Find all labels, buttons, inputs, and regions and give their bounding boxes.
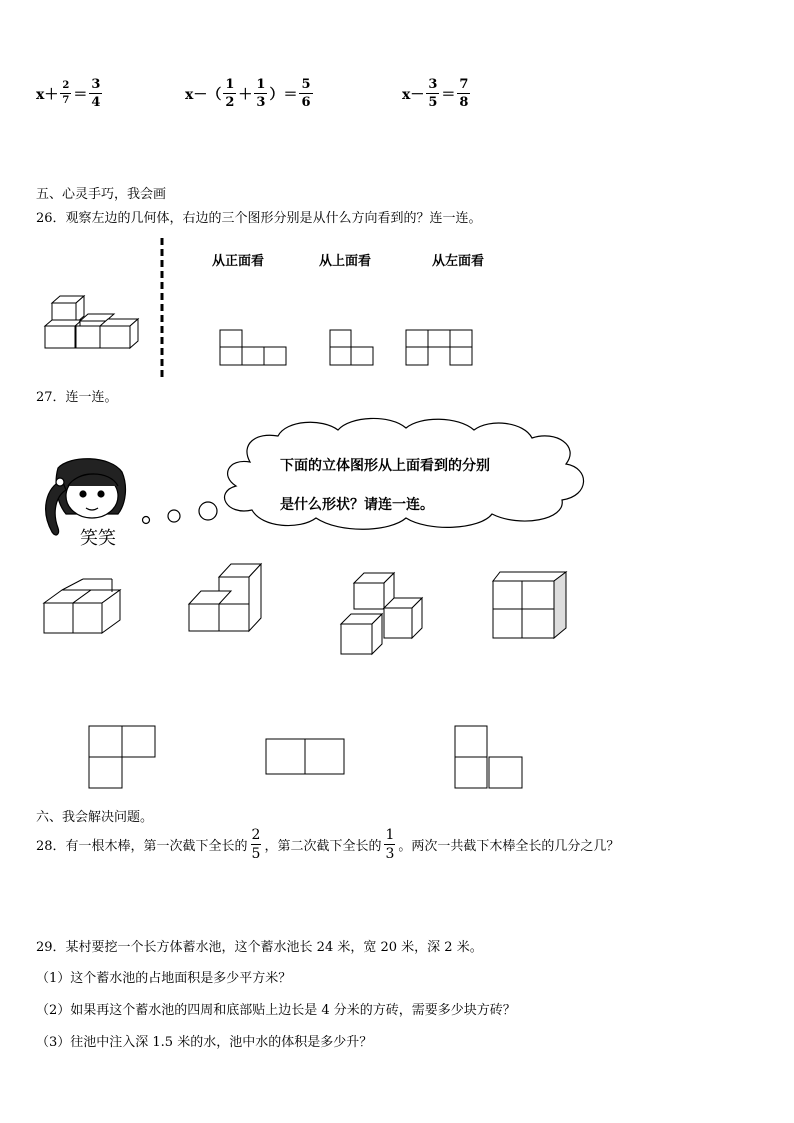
q26-view-front: [220, 330, 286, 365]
section5-title: 五、心灵手巧，我会画: [36, 187, 167, 202]
eq2-close: ）＝: [269, 86, 298, 103]
q29-text: 29．某村要挖一个长方体蓄水池，这个蓄水池长 24 米，宽 20 米，深 2 米。: [36, 940, 483, 955]
cloud-line-1: 下面的立体图形从上面看到的分别: [280, 458, 490, 474]
eq1-lhs: x＋: [36, 86, 59, 103]
q27-view-1: [89, 726, 155, 788]
q27-solid-2: [189, 564, 261, 631]
section6-title: 六、我会解决问题。: [36, 810, 154, 825]
eq2-fraction-c: $\frac{5}{6}$: [301, 77, 311, 110]
cloud-line-2: 是什么形状？请连一连。: [280, 497, 434, 513]
q29-sub-2: （2）如果再这个蓄水池的四周和底部贴上边长是 4 分米的方砖，需要多少块方砖？: [36, 1003, 516, 1018]
eq3-equals: ＝: [441, 86, 456, 103]
q28-part-2: ，第二次截下全长的: [264, 839, 382, 854]
q27-view-3: [455, 726, 522, 788]
q26-text: 26．观察左边的几何体，右边的三个图形分别是从什么方向看到的？连一连。: [36, 211, 482, 226]
eq2-fraction-a: $\frac{1}{2}$: [225, 77, 235, 110]
eq1-fraction-b: $\frac{3}{4}$: [91, 77, 101, 110]
q28-fraction-1: $\frac{2}{5}$: [251, 827, 261, 862]
q26-label-front: 从正面看: [212, 254, 265, 269]
eq2-fraction-b: $\frac{1}{3}$: [256, 77, 266, 110]
q27-text: 27．连一连。: [36, 390, 118, 405]
q29-sub-3: （3）往池中注入深 1.5 米的水，池中水的体积是多少升？: [36, 1035, 373, 1050]
q27-solid-4: [493, 572, 566, 638]
q28-fraction-2: $\frac{1}{3}$: [385, 827, 395, 862]
q26-view-top: [330, 330, 373, 365]
eq1-fraction-a: $\frac{2}{7}$: [62, 80, 70, 106]
eq2-lhs: x－（: [185, 86, 222, 103]
q26-label-left: 从左面看: [432, 254, 485, 269]
q26-label-top: 从上面看: [319, 254, 372, 269]
eq1-equals: ＝: [73, 86, 88, 103]
q28-text: [36, 828, 619, 861]
eq2-plus: ＋: [238, 86, 253, 103]
q26-view-left: [406, 330, 472, 365]
girl-caption: 笑笑: [80, 528, 116, 549]
eq3-fraction-b: $\frac{7}{8}$: [459, 77, 469, 110]
q26-solid: [45, 296, 138, 348]
eq3-lhs: x－: [402, 86, 425, 103]
q29-sub-1: （1）这个蓄水池的占地面积是多少平方米？: [36, 971, 292, 986]
q28-part-3: 。两次一共截下木棒全长的几分之几？: [398, 839, 620, 854]
q27-view-2: [266, 739, 344, 774]
q28-part-1: 28．有一根木棒，第一次截下全长的: [36, 839, 248, 854]
q27-solid-3: [341, 573, 422, 654]
q27-solid-1: [44, 579, 120, 633]
eq3-fraction-a: $\frac{3}{5}$: [428, 77, 438, 110]
